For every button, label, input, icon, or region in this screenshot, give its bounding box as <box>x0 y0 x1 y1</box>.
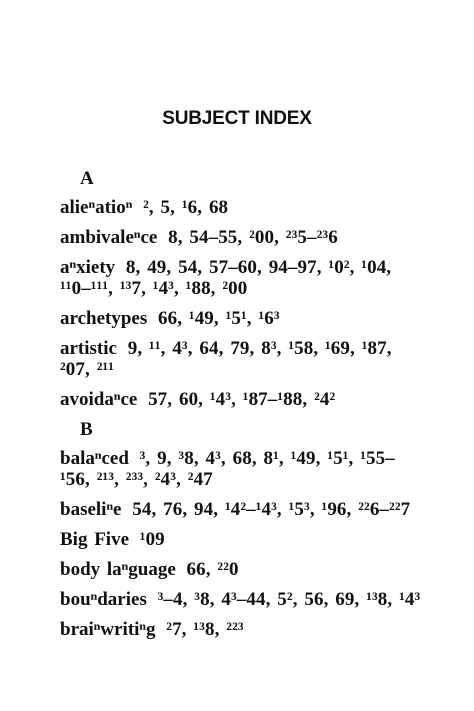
index-entry-archetypes <box>60 308 422 329</box>
index-entry-balanced <box>60 448 422 490</box>
index-term: bouⁿdaries <box>60 589 147 610</box>
index-page-refs: ²7, ¹³8, ²²³ <box>166 619 244 640</box>
index-page-refs: 57, 60, ¹4³, ¹87–¹88, ²4² <box>148 389 336 410</box>
index-entry-brainwriting <box>60 619 422 640</box>
index-term: archetypes <box>60 308 148 329</box>
page-title: SUBJECT INDEX <box>162 108 312 129</box>
index-term: ambivaleⁿce <box>60 227 158 248</box>
index-term: body laⁿguage <box>60 559 176 580</box>
index-page-refs: 8, 49, 54, 57–60, 94–97, ¹0², ¹04, ¹¹0–¹¹¹, ¹³7, ¹4³, ¹88, ²00 <box>60 257 392 299</box>
index-entry-artistic <box>60 338 422 380</box>
index-entry-big-five <box>60 529 422 550</box>
index-page-refs: 9, ¹¹, 4³, 64, 79, 8³, ¹58, ¹69, ¹87, ²07, ²¹¹ <box>60 338 392 380</box>
index-term: balaⁿced <box>60 448 129 469</box>
index-page-refs: 66, ¹49, ¹5¹, ¹6³ <box>158 308 280 329</box>
index-entry-body-language <box>60 559 422 580</box>
index-page-refs: ³, 9, ³8, 4³, 68, 8¹, ¹49, ¹5¹, ¹55–¹56, ²¹³, ²³³, ²4³, ²47 <box>60 448 395 490</box>
index-body <box>60 168 422 649</box>
index-page-refs: 66, ²²0 <box>186 559 239 580</box>
index-term: artistic <box>60 338 117 359</box>
index-page-refs: 54, 76, 94, ¹4²–¹4³, ¹5³, ¹96, ²²6–²²7 <box>132 499 411 520</box>
index-page-refs: ², 5, ¹6, 68 <box>143 197 229 218</box>
section-letter-a: A <box>80 168 94 189</box>
index-entry-anxiety <box>60 257 422 299</box>
index-term: aⁿxiety <box>60 257 116 278</box>
index-entry-baseline <box>60 499 422 520</box>
index-entry-alienation <box>60 197 422 218</box>
index-page-refs: ³–4, ³8, 4³–44, 5², 56, 69, ¹³8, ¹4³ <box>157 589 421 610</box>
index-page-refs: ¹09 <box>139 529 165 550</box>
index-term: alieⁿatioⁿ <box>60 197 133 218</box>
index-term: Big Five <box>60 529 130 550</box>
index-term: baseliⁿe <box>60 499 122 520</box>
index-term: braiⁿwritiⁿg <box>60 619 156 640</box>
index-entry-ambivalence <box>60 227 422 248</box>
section-letter-b: B <box>80 419 93 440</box>
index-entry-boundaries <box>60 589 422 610</box>
index-term: avoidaⁿce <box>60 389 138 410</box>
index-entry-avoidance <box>60 389 422 410</box>
index-page-refs: 8, 54–55, ²00, ²³5–²³6 <box>168 227 338 248</box>
